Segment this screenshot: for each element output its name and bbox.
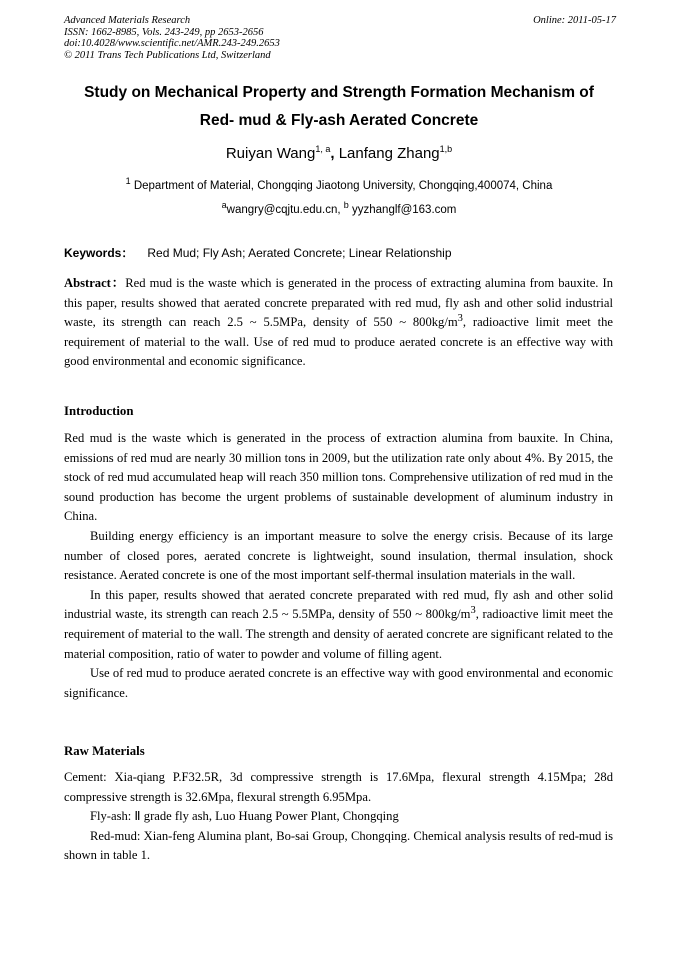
email-a-sup: a: [221, 200, 227, 211]
doi-line: doi:10.4028/www.scientific.net/AMR.243-249.2653: [64, 38, 280, 49]
copyright-line: © 2011 Trans Tech Publications Ltd, Switzerland: [64, 49, 271, 61]
intro-p3-sup: 3: [470, 605, 476, 617]
redmud-paragraph: Red-mud: Xian-feng Alumina plant, Bo-sai Group, Chongqing. Chemical analysis results of red-mud is shown in table 1.: [64, 828, 613, 863]
affiliation: [40, 176, 638, 192]
intro-p3-text-2: , radioactive limit meet the requirement of material to the wall. The strength and density of aerated concrete are significant related to the material composition, ratio of water to powder and volume of filling agent.: [64, 607, 614, 661]
author-list: [40, 145, 638, 162]
abstract-label: Abstract：: [64, 276, 126, 290]
journal-name: Advanced Materials Research: [64, 15, 191, 26]
affiliation-text: Department of Material, Chongqing Jiaotong University, Chongqing,400074, China: [130, 180, 553, 192]
raw-materials-heading: Raw Materials: [64, 744, 145, 758]
paper-title-line-1: Study on Mechanical Property and Strength Formation Mechanism of: [84, 84, 594, 101]
author-emails: [40, 200, 638, 216]
keywords-label: Keywords：: [64, 246, 134, 260]
intro-paragraph-1: Red mud is the waste which is generated in the process of extraction alumina from bauxite. In China, emissions of red mud are nearly 30 million tons in 2009, but the utilization rate only about 4%. By 2015, the stock of red mud accumulated heap will reach 350 million tons. Comprehensive utilization of red mud in the sound production has become the urgent problems of sustainable development of aluminum industry in China.: [64, 431, 613, 524]
introduction-body: [64, 429, 613, 703]
intro-p3-text-1: In this paper, results showed that aerated concrete preparated with red mud, fly ash and other solid industrial waste, its strength can reach 2.5 ~ 5.5MPa, density of 550 ~ 800kg/m: [64, 587, 613, 622]
online-date: Online: 2011-05-17: [533, 15, 616, 26]
affiliation-sup: 1: [125, 176, 131, 187]
author-separator: ,: [330, 145, 339, 162]
intro-paragraph-4: Use of red mud to produce aerated concrete is an effective way with good environmental and economic significance.: [64, 666, 613, 700]
email-a: wangry@cqjtu.edu.cn,: [226, 204, 344, 216]
abstract-text-2: , radioactive limit meet the requirement of material to the wall. Use of red mud to produce aerated concrete is an effective way with good environmental and economic significance.: [64, 315, 613, 369]
keywords: [64, 244, 452, 261]
keywords-text: Red Mud; Fly Ash; Aerated Concrete; Linear Relationship: [147, 246, 452, 260]
raw-materials-body: [64, 768, 613, 866]
abstract-text-1: Red mud is the waste which is generated in the process of extracting alumina from bauxite. In this paper, results showed that aerated concrete preparated with red mud, fly ash and other solid industrial waste, its strength can reach 2.5 ~ 5.5MPa, density of 550 ~ 800kg/m: [64, 276, 613, 330]
paper-title-line-2: Red- mud & Fly-ash Aerated Concrete: [199, 112, 479, 129]
abstract-sup: 3: [457, 313, 463, 324]
abstract: [64, 274, 613, 372]
issn-line: ISSN: 1662-8985, Vols. 243-249, pp 2653-2656: [64, 26, 264, 38]
intro-paragraph-2: Building energy efficiency is an important measure to solve the energy crisis. Because of its large number of closed pores, aerated concrete is lightweight, sound insulation, thermal insulation, shock resistance. Aerated concrete is one of the most important self-thermal insulation materials in the wall.: [64, 528, 613, 583]
author-1-sup: 1, a: [315, 144, 331, 154]
cement-paragraph: Cement: Xia-qiang P.F32.5R, 3d compressive strength is 17.6Mpa, flexural strength 4.15Mpa; 28d compressive strength is 32.6Mpa, flexural strength 6.95Mpa.: [64, 770, 613, 804]
author-2: Lanfang Zhang: [338, 145, 440, 162]
intro-paragraph-3: [64, 586, 613, 664]
author-2-sup: 1,b: [439, 144, 453, 154]
email-b: yyzhanglf@163.com: [348, 204, 457, 216]
journal-header: [64, 15, 280, 61]
email-b-sup: b: [343, 200, 349, 211]
flyash-paragraph: Fly-ash: Ⅱ grade fly ash, Luo Huang Power Plant, Chongqing: [90, 809, 399, 824]
author-1: Ruiyan Wang: [225, 145, 316, 162]
introduction-heading: Introduction: [64, 404, 134, 418]
